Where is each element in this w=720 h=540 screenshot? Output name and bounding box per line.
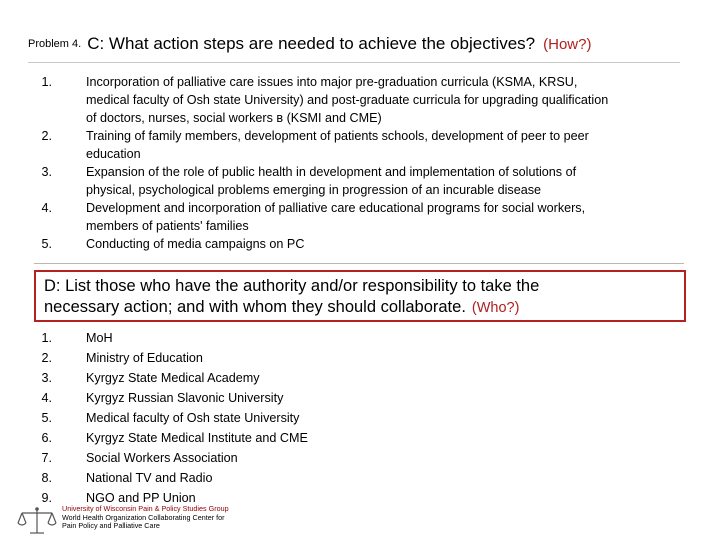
section-d-heading-line2: necessary action; and with whom they should collaborate. [44,298,466,316]
list-item [24,428,444,448]
item-text: Kyrgyz State Medical Institute and CME [86,431,308,445]
item-number: 7. [41,451,52,465]
list-item [24,235,684,253]
item-text: Development and incorporation of palliative care educational programs for social workers, members of patients' families [86,201,586,233]
list-item [24,388,444,408]
list-item [24,127,684,163]
list-item [24,163,684,199]
section-c-heading: C: What action steps are needed to achieve the objectives? [87,34,536,53]
item-text: Social Workers Association [86,451,238,465]
item-text: Kyrgyz State Medical Academy [86,371,260,385]
item-text: NGO and PP Union [86,491,196,505]
section-c-divider [34,263,684,264]
list-item [24,368,444,388]
responsible-parties-list [24,328,444,508]
item-text: Ministry of Education [86,351,203,365]
action-steps-list [24,73,684,253]
section-d-heading-box [34,270,686,322]
item-number: 2. [41,129,52,143]
item-text: National TV and Radio [86,471,213,485]
item-text: Incorporation of palliative care issues into major pre-graduation curricula (KSMA, KRSU, medical faculty of Osh state University) and post-graduate curricula for upgrading qualification of doctors, nurses, social workers в (KSMI and CME) [86,75,609,125]
footer-text [62,505,229,531]
title-divider [28,62,680,63]
footer [16,505,229,537]
problem-label: Problem 4. [28,38,82,50]
item-number: 4. [41,201,52,215]
list-item [24,408,444,428]
item-number: 4. [41,391,52,405]
list-item [24,73,684,127]
list-item [24,348,444,368]
section-d-heading-line1: D: List those who have the authority and/or responsibility to take the [44,277,540,295]
slide-title [28,30,708,58]
item-text: Expansion of the role of public health in development and implementation of solutions of physical, psychological problems emerging in progression of an incurable disease [86,165,577,197]
item-text: Conducting of media campaigns on PC [86,237,305,251]
item-text: Kyrgyz Russian Slavonic University [86,391,284,405]
item-text: MoH [86,331,113,345]
list-item [24,328,444,348]
who-label: (Who?) [471,300,520,316]
scales-of-justice-icon [16,505,58,537]
footer-line1: University of Wisconsin Pain & Policy Studies Group [62,504,229,513]
item-number: 1. [41,331,52,345]
list-item [24,199,684,235]
item-number: 9. [41,491,52,505]
item-number: 3. [41,371,52,385]
list-item [24,448,444,468]
footer-line2: World Health Organization Collaborating Center for [62,512,225,522]
item-number: 8. [41,471,52,485]
item-number: 5. [41,411,52,425]
item-number: 1. [41,75,52,89]
how-label: (How?) [543,35,592,53]
item-number: 2. [41,351,52,365]
list-item [24,468,444,488]
item-number: 3. [41,165,52,179]
item-number: 6. [41,431,52,445]
footer-line3: Pain Policy and Palliative Care [62,521,160,531]
item-number: 5. [41,237,52,251]
item-text: Medical faculty of Osh state University [86,411,300,425]
item-text: Training of family members, development of patients schools, development of peer to peer education [86,129,589,161]
